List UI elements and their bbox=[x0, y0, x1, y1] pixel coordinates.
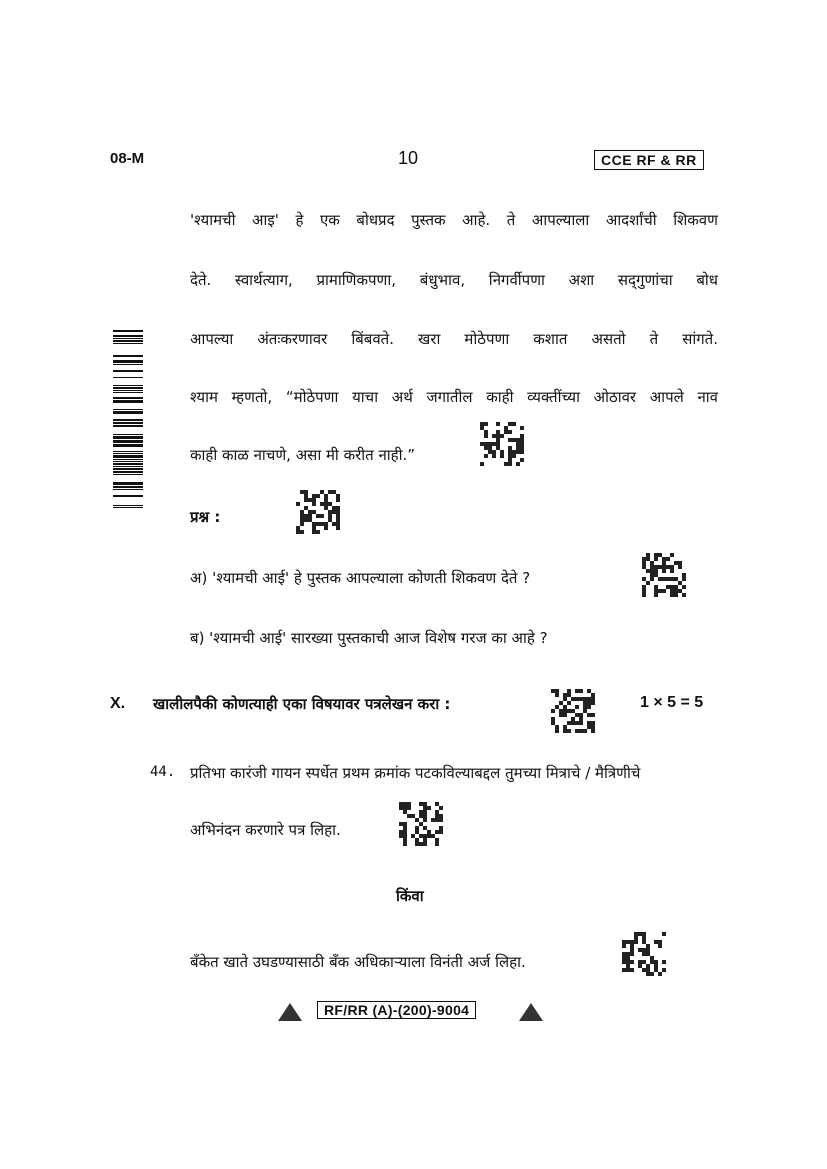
question-44-line-2: अभिनंदन करणारे पत्र लिहा. bbox=[190, 821, 341, 839]
passage-line-4: श्याम म्हणतो, “मोठेपणा याचा अर्थ जगातील काही व्यक्तींच्या ओठावर आपले नाव bbox=[190, 388, 718, 406]
triangle-right-icon bbox=[519, 1003, 543, 1021]
qr-code-icon bbox=[296, 490, 340, 534]
question-a: अ) 'श्यामची आई' हे पुस्तक आपल्याला कोणती शिकवण देते ? bbox=[190, 569, 531, 587]
triangle-left-icon bbox=[278, 1003, 302, 1021]
qr-code-icon bbox=[480, 422, 524, 466]
question-44-alternative: बँकेत खाते उघडण्यासाठी बँक अधिकाऱ्याला विनंती अर्ज लिहा. bbox=[190, 953, 526, 971]
questions-heading: प्रश्न : bbox=[190, 508, 221, 526]
qr-code-icon bbox=[551, 689, 595, 733]
footer-code: RF/RR (A)-(200)-9004 bbox=[317, 1001, 476, 1019]
question-b: ब) 'श्यामची आई' सारख्या पुस्तकाची आज विशेष गरज का आहे ? bbox=[190, 629, 548, 647]
section-marks: 1 × 5 = 5 bbox=[640, 694, 704, 711]
side-barcode bbox=[113, 330, 143, 510]
passage-line-2: देते. स्वार्थत्याग, प्रामाणिकपणा, बंधुभाव, निगर्वीपणा अशा सद्‌गुणांचा बोध bbox=[190, 271, 718, 289]
qr-code-icon bbox=[399, 802, 443, 846]
section-title: खालीलपैकी कोणत्याही एका विषयावर पत्रलेखन करा : bbox=[153, 695, 451, 713]
passage-line-5: काही काळ नाचणे, असा मी करीत नाही.” bbox=[190, 446, 416, 464]
passage-line-1: 'श्यामची आइ' हे एक बोधप्रद पुस्तक आहे. ते आपल्याला आदर्शांची शिकवण bbox=[190, 211, 718, 229]
qr-code-icon bbox=[642, 553, 686, 597]
question-44-line-1: प्रतिभा कारंजी गायन स्पर्धेत प्रथम क्रमांक पटकविल्याबद्दल तुमच्या मित्राचे / मैत्रिणीचे bbox=[190, 764, 641, 782]
qr-code-icon bbox=[622, 932, 666, 976]
passage-line-3: आपल्या अंतःकरणावर बिंबवते. खरा मोठेपणा कशात असतो ते सांगते. bbox=[190, 330, 718, 348]
page-number: 10 bbox=[398, 148, 419, 168]
paper-code: 08-M bbox=[110, 150, 145, 167]
or-separator: किंवा bbox=[396, 887, 424, 905]
section-number: X. bbox=[110, 695, 126, 712]
question-number: 44. bbox=[150, 764, 176, 780]
exam-code-box: CCE RF & RR bbox=[594, 150, 704, 170]
